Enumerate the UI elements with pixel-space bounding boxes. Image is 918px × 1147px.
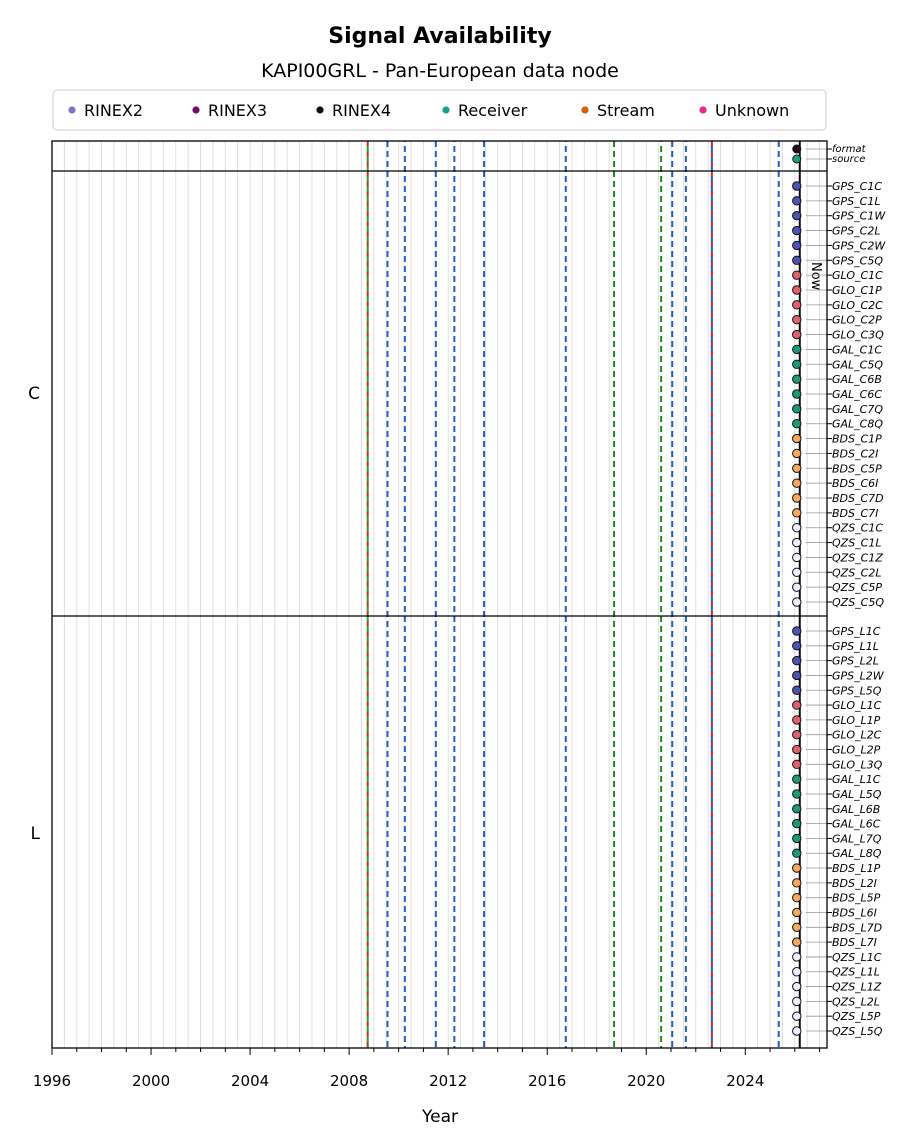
signal-gps_l1l-point: [793, 642, 801, 650]
signal-gal_l6c-point: [793, 819, 801, 827]
signal-gal_l5q-point: [793, 790, 801, 798]
legend-marker-unknown: [699, 106, 706, 113]
meta-source-label: source: [832, 154, 866, 165]
signal-bds_l7i-point: [793, 938, 801, 946]
signal-bds_c1p-point: [793, 434, 801, 442]
signal-qzs_c1l-label: QZS_C1L: [832, 536, 882, 550]
signal-gps_l2l-label: GPS_L2L: [832, 654, 879, 668]
signal-gal_l6b-point: [793, 805, 801, 813]
signal-qzs_l5q-point: [793, 1027, 801, 1035]
signal-gal_c5q-label: GAL_C5Q: [832, 358, 884, 372]
signal-glo_c2p-point: [793, 316, 801, 324]
signal-glo_c1p-point: [793, 286, 801, 294]
legend-marker-rinex2: [68, 106, 75, 113]
signal-gal_c6c-point: [793, 390, 801, 398]
signal-glo_c2c-label: GLO_C2C: [832, 298, 883, 312]
legend-label-stream: Stream: [597, 101, 655, 120]
x-tick-label-2004: 2004: [230, 1072, 270, 1090]
signal-qzs_l2l-point: [793, 997, 801, 1005]
signal-glo_c3q-point: [793, 330, 801, 338]
signal-qzs_l2l-label: QZS_L2L: [832, 995, 880, 1009]
signal-qzs_l1c-label: QZS_L1C: [832, 950, 882, 964]
signal-gps_c1w-label: GPS_C1W: [832, 209, 886, 223]
signal-gps_c2l-label: GPS_C2L: [832, 224, 881, 238]
signal-qzs_c1z-point: [793, 553, 801, 561]
signal-gps_c2l-point: [793, 226, 801, 234]
signal-gps_l1c-point: [793, 627, 801, 635]
signal-gps_c1c-label: GPS_C1C: [832, 180, 882, 193]
signal-glo_c2p-label: GLO_C2P: [832, 313, 882, 327]
signal-gal_c6b-label: GAL_C6B: [832, 373, 882, 387]
x-tick-label-2016: 2016: [528, 1072, 567, 1090]
signal-gps_c1w-point: [793, 212, 801, 220]
signal-bds_l5p-label: BDS_L5P: [832, 891, 881, 905]
x-tick-label-2008: 2008: [330, 1072, 369, 1090]
signal-bds_l1p-point: [793, 864, 801, 872]
signal-bds_c7i-point: [793, 509, 801, 517]
signal-bds_l5p-point: [793, 893, 801, 901]
signal-gal_l6b-label: GAL_L6B: [832, 802, 881, 816]
signal-bds_c5p-label: BDS_C5P: [832, 462, 882, 476]
signal-gal_c6c-label: GAL_C6C: [832, 388, 883, 401]
signal-qzs_c5p-point: [793, 583, 801, 591]
signal-qzs_l1l-point: [793, 968, 801, 976]
legend-label-rinex3: RINEX3: [208, 101, 268, 120]
meta-format-label: format: [832, 144, 866, 155]
signal-bds_c1p-label: BDS_C1P: [832, 432, 882, 446]
legend: [53, 90, 826, 130]
signal-qzs_l1z-point: [793, 982, 801, 990]
signal-gal_c7q-label: GAL_C7Q: [832, 402, 884, 416]
meta-source-point: [793, 155, 801, 163]
signal-glo_c1c-point: [793, 271, 801, 279]
legend-marker-rinex3: [192, 106, 199, 113]
signal-qzs_c5p-label: QZS_C5P: [832, 581, 882, 595]
now-label: Now: [807, 262, 823, 291]
chart-subtitle: KAPI00GRL - Pan-European data node: [261, 60, 619, 82]
signal-gps_c5q-point: [793, 256, 801, 264]
legend-label-rinex2: RINEX2: [84, 101, 144, 120]
signal-gps_l1l-label: GPS_L1L: [832, 639, 879, 653]
signal-qzs_l5p-point: [793, 1012, 801, 1020]
signal-gps_c5q-label: GPS_C5Q: [832, 254, 883, 268]
signal-bds_l6i-label: BDS_L6I: [832, 906, 877, 920]
x-axis-label: Year: [422, 1107, 458, 1127]
signal-bds_c7i-label: BDS_C7I: [832, 506, 879, 520]
signal-gal_c8q-label: GAL_C8Q: [832, 417, 884, 431]
signal-bds_c2i-label: BDS_C2I: [832, 447, 879, 461]
signal-glo_l1c-label: GLO_L1C: [832, 699, 882, 713]
signal-glo_l1p-label: GLO_L1P: [832, 713, 881, 727]
x-tick-label-2024: 2024: [726, 1072, 765, 1090]
signal-bds_c7d-point: [793, 494, 801, 502]
signal-qzs_l1z-label: QZS_L1Z: [832, 980, 882, 994]
x-tick-label-2012: 2012: [429, 1072, 468, 1090]
legend-marker-rinex4: [316, 106, 323, 113]
signal-qzs_c5q-point: [793, 598, 801, 606]
x-tick-label-2020: 2020: [627, 1072, 666, 1090]
signal-gal_c8q-point: [793, 420, 801, 428]
signal-qzs_c5q-label: QZS_C5Q: [832, 596, 885, 609]
signal-qzs_l5q-label: QZS_L5Q: [832, 1025, 883, 1038]
signal-bds_l7i-label: BDS_L7I: [832, 936, 877, 950]
plot-frame: [52, 141, 832, 1048]
signal-gps_c1l-point: [793, 197, 801, 205]
signal-glo_l2c-label: GLO_L2C: [832, 728, 882, 742]
signal-qzs_l1c-point: [793, 953, 801, 961]
signal-gps_c2w-point: [793, 241, 801, 249]
signal-bds_l1p-label: BDS_L1P: [832, 862, 881, 876]
legend-label-unknown: Unknown: [715, 101, 790, 120]
signal-qzs_c1l-point: [793, 538, 801, 546]
signal-gal_c6b-point: [793, 375, 801, 383]
signal-gal_l1c-point: [793, 775, 801, 783]
group-label-c: C: [28, 384, 40, 404]
legend-marker-stream: [581, 106, 588, 113]
x-axis: [33, 1048, 820, 1090]
signal-bds_l2i-label: BDS_L2I: [832, 876, 877, 890]
group-label-l: L: [30, 824, 40, 844]
signal-glo_l2p-point: [793, 745, 801, 753]
signal-gps_c2w-label: GPS_C2W: [832, 239, 886, 253]
signal-gps_l2l-point: [793, 656, 801, 664]
signal-bds_l2i-point: [793, 879, 801, 887]
signal-gal_l7q-point: [793, 834, 801, 842]
signal-bds_l6i-point: [793, 908, 801, 916]
signal-glo_l2p-label: GLO_L2P: [832, 743, 881, 757]
signal-qzs_c1c-point: [793, 524, 801, 532]
signal-qzs_c2l-label: QZS_C2L: [832, 566, 882, 580]
signal-qzs_c1c-label: QZS_C1C: [832, 521, 884, 535]
legend-box: [53, 90, 826, 130]
signal-glo_l1p-point: [793, 716, 801, 724]
signal-bds_c6i-point: [793, 479, 801, 487]
signal-bds_c2i-point: [793, 449, 801, 457]
signal-gal_l6c-label: GAL_L6C: [832, 817, 881, 831]
signal-qzs_l5p-label: QZS_L5P: [832, 1010, 881, 1024]
signal-glo_l3q-point: [793, 760, 801, 768]
x-tick-label-1996: 1996: [32, 1072, 72, 1090]
signal-gal_l8q-label: GAL_L8Q: [832, 847, 882, 861]
signal-gal_l1c-label: GAL_L1C: [832, 773, 881, 787]
signal-bds_l7d-point: [793, 923, 801, 931]
x-tick-label-2000: 2000: [131, 1072, 171, 1090]
signal-glo_l3q-label: GLO_L3Q: [832, 758, 883, 772]
signal-gal_c1c-label: GAL_C1C: [832, 343, 883, 357]
signal-glo_l1c-point: [793, 701, 801, 709]
chart-title: Signal Availability: [328, 24, 552, 49]
legend-label-receiver: Receiver: [458, 101, 528, 120]
signal-gps_l2w-label: GPS_L2W: [832, 669, 884, 683]
signal-gal_c7q-point: [793, 405, 801, 413]
signal-glo_c1c-label: GLO_C1C: [832, 269, 883, 283]
signal-gps_c1l-label: GPS_C1L: [832, 194, 881, 208]
signal-gps_c1c-point: [793, 182, 801, 190]
signal-gps_l1c-label: GPS_L1C: [832, 625, 881, 638]
signal-glo_l2c-point: [793, 731, 801, 739]
signal-qzs_l1l-label: QZS_L1L: [832, 965, 880, 979]
signal-gal_l8q-point: [793, 849, 801, 857]
signal-glo_c1p-label: GLO_C1P: [832, 284, 882, 297]
signal-bds_l7d-label: BDS_L7D: [832, 921, 883, 935]
signal-bds_c5p-point: [793, 464, 801, 472]
signal-gal_c5q-point: [793, 360, 801, 368]
legend-label-rinex4: RINEX4: [332, 101, 392, 120]
signal-gal_l7q-label: GAL_L7Q: [832, 832, 882, 846]
signal-bds_c7d-label: BDS_C7D: [832, 492, 884, 505]
signal-qzs_c2l-point: [793, 568, 801, 576]
signal-gps_l5q-label: GPS_L5Q: [832, 684, 882, 698]
signal-gal_c1c-point: [793, 345, 801, 353]
signal-bds_c6i-label: BDS_C6I: [832, 477, 879, 491]
signal-gps_l2w-point: [793, 671, 801, 679]
signal-gps_l5q-point: [793, 686, 801, 694]
signal-glo_c3q-label: GLO_C3Q: [832, 328, 884, 342]
meta-format-point: [793, 145, 801, 153]
signal-qzs_c1z-label: QZS_C1Z: [832, 551, 883, 565]
legend-marker-receiver: [442, 106, 449, 113]
signal-gal_l5q-label: GAL_L5Q: [832, 787, 882, 801]
plot-border: [52, 141, 827, 1048]
signal-glo_c2c-point: [793, 301, 801, 309]
